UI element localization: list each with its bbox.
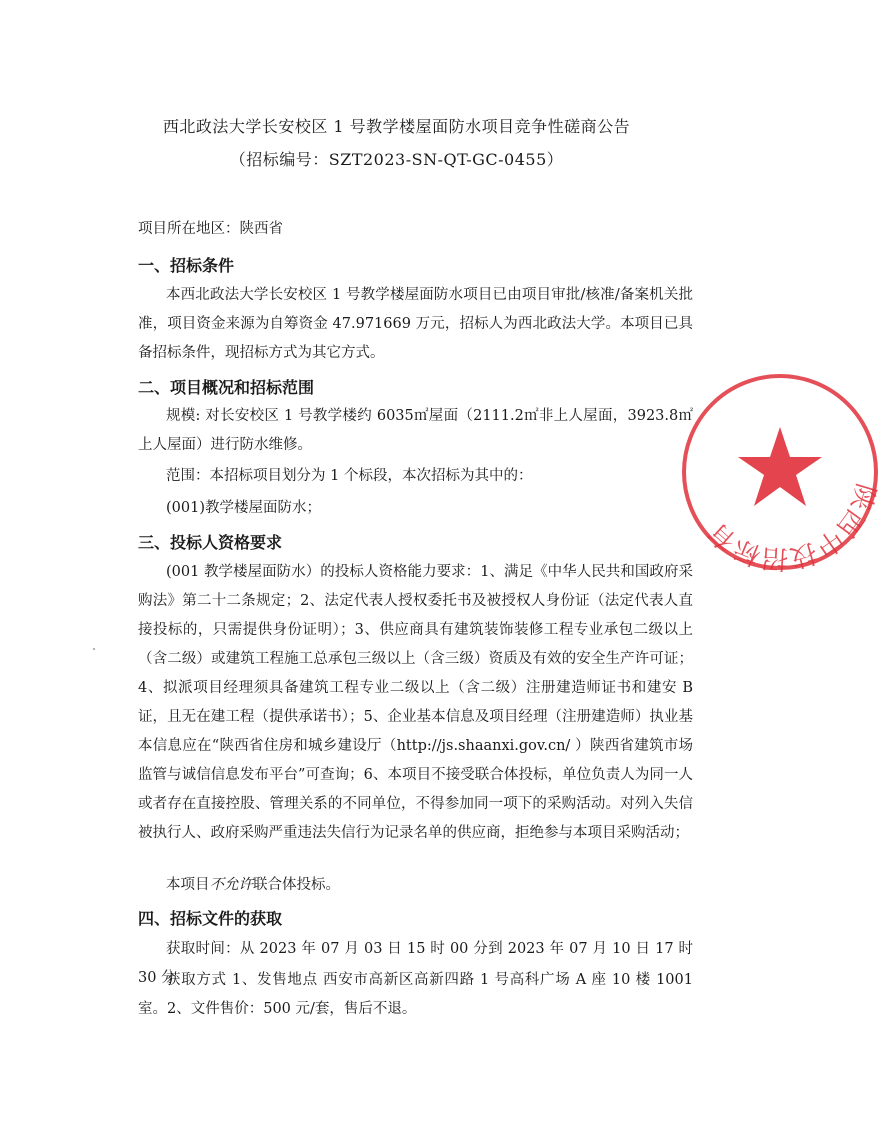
section4-time: 获取时间：从 2023 年 07 月 03 日 15 时 00 分到 2023 年 07 月 10 日 17 时 30 分: [138, 941, 693, 986]
consortium-suffix: 联合体投标。: [253, 877, 340, 893]
consortium-prefix: 本项目: [166, 877, 210, 893]
project-region: 项目所在地区：陕西省: [138, 221, 283, 237]
section4-heading: 四、招标文件的获取: [138, 909, 283, 928]
seal-star: [738, 427, 822, 506]
consortium-italic: 不允许: [209, 877, 253, 893]
section3-text: (001 教学楼屋面防水）的投标人资格能力要求：1、满足《中华人民共和国政府采购法》第二十二条规定；2、法定代表人授权委托书及被授权人身份证（法定代表人直接投标的，只需提供身份证明）；3、供应商具有建筑装饰装修工程专业承包二级以上（含二级）或建筑工程施工总承包三级以上（含三级）资质及有效的安全生产许可证；4、拟派项目经理须具备建筑工程专业二级以上（含二级）注册建造师证书和建安 B 证，且无在建工程（提供承诺书）；5、企业基本信息及项目经理（注册建造师）执业基本信息应在“陕西省住房和城乡建设厅（http://js.shaanxi.gov.cn/ ）陕西省建筑市场监管与诚信信息发布平台”可查询；6、本项目不接受联合体投标，单位负责人为同一人或者存在直接控股、管理关系的不同单位，不得参加同一项下的采购活动。对列入失信被执行人、政府采购严重违法失信行为记录名单的供应商，拒绝参与本项目采购活动；: [138, 564, 693, 841]
section2-heading: 二、项目概况和招标范围: [138, 378, 315, 397]
section1-text: 本西北政法大学长安校区 1 号教学楼屋面防水项目已由项目审批/核准/备案机关批准，项目资金来源为自筹资金 47.971669 万元，招标人为西北政法大学。本项目已具备招标条件，现招标方式为其它方式。: [138, 287, 693, 361]
section1-heading: 一、招标条件: [138, 256, 235, 275]
section2-scope: 范围：本招标项目划分为 1 个标段，本次招标为其中的：: [166, 468, 533, 484]
seal-text: 陕西中技招标有: [703, 479, 880, 572]
seal-stamp: [680, 372, 880, 572]
section3-heading: 三、投标人资格要求: [138, 533, 283, 552]
section4-method: 获取方式 1、发售地点 西安市高新区高新四路 1 号高科广场 A 座 10 楼 1001 室。2、文件售价：500 元/套，售后不退。: [138, 972, 693, 1017]
section2-lot: (001)教学楼屋面防水；: [166, 500, 321, 516]
section2-scale: 规模: 对长安校区 1 号教学楼约 6035㎡屋面（2111.2㎡非上人屋面，3923.8㎡上人屋面）进行防水维修。: [138, 408, 693, 453]
svg-text:陕西中技招标有: [703, 480, 880, 572]
tender-number: （招标编号：SZT2023-SN-QT-GC-0455）: [229, 150, 564, 169]
scan-speck: [93, 648, 95, 650]
consortium-note: [138, 871, 693, 900]
document-title: 西北政法大学长安校区 1 号教学楼屋面防水项目竞争性磋商公告: [162, 117, 631, 136]
